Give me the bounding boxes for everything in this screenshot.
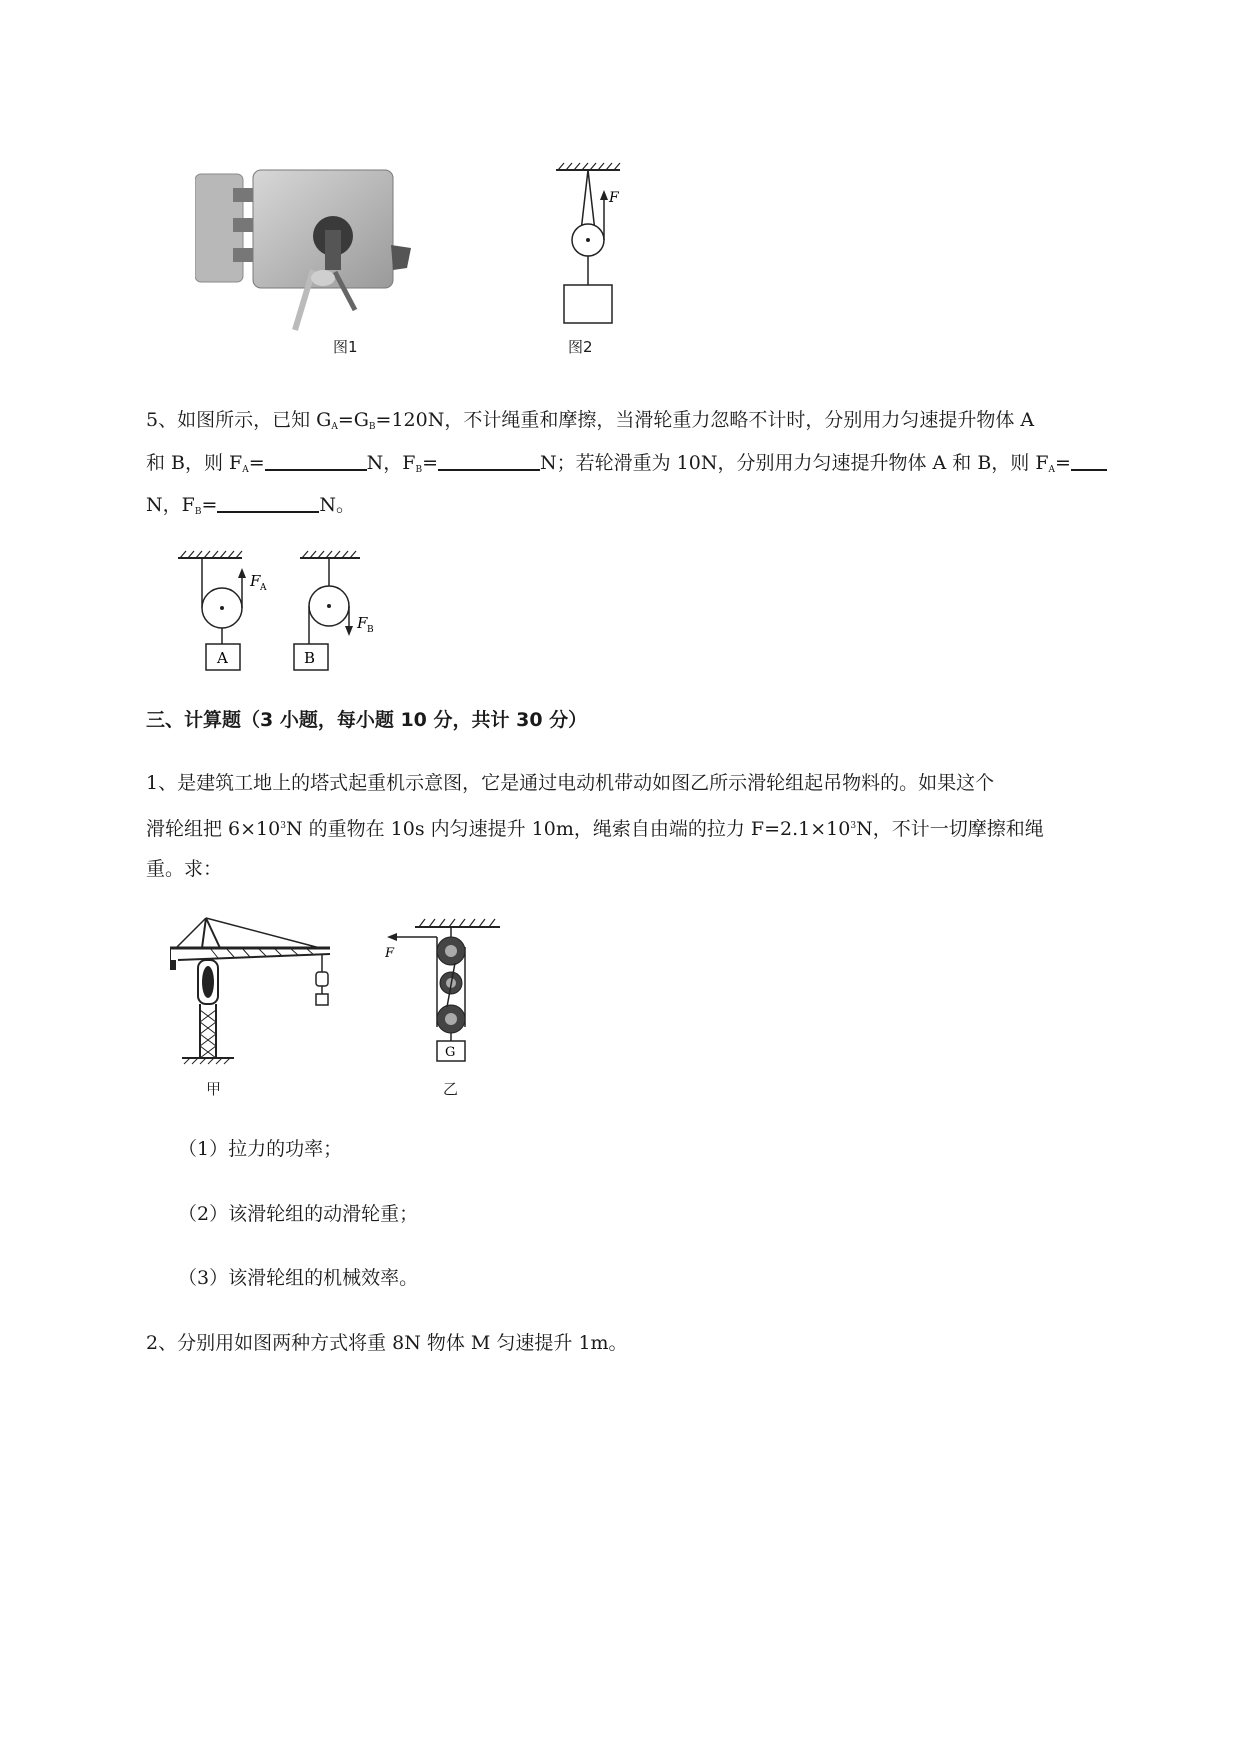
figure-1-lock <box>195 160 435 340</box>
question-5-line-3: N，$F_B= N$。 <box>146 494 355 517</box>
tower-crane-figure <box>170 910 340 1070</box>
figure-yi-caption: 乙 <box>443 1080 459 1098</box>
question-1-part-3: （3）该滑轮组的机械效率。 <box>178 1267 419 1289</box>
question-1-part-1: （1）拉力的功率； <box>178 1138 343 1160</box>
question-2-text: 2、分别用如图两种方式将重 8N 物体 M 匀速提升 1m。 <box>146 1332 628 1354</box>
pulley-force-label: F <box>385 946 395 961</box>
figure-1-caption: 图1 <box>333 338 358 356</box>
question-1-line-3: 重。求： <box>146 858 223 880</box>
answer-blank-fa-2[interactable] <box>1071 451 1107 471</box>
figure-2-force-label: F <box>609 190 619 206</box>
question-5-line-1: 5、如图所示，已知 $G_A=G_B=120N$，不计绳重和摩擦，当滑轮重力忽略不计时，分别用力匀速提升物体 A <box>146 409 1035 432</box>
force-b-label: F <box>357 614 368 632</box>
tower-crane-diagram <box>170 910 340 1070</box>
figure-jia-caption: 甲 <box>206 1080 222 1098</box>
lock-image <box>195 160 435 340</box>
pulley-block-diagram <box>385 915 505 1075</box>
svg-text:B: B <box>367 625 374 635</box>
force-a-label: F <box>250 572 261 590</box>
pulley-ab-diagram <box>170 548 400 678</box>
block-b-label: B <box>304 649 316 667</box>
question-1-part-2: （2）该滑轮组的动滑轮重； <box>178 1203 419 1225</box>
question-1-line-2: 滑轮组把 $6\times 10^3N$ 的重物在 10s 内匀速提升 10m，绳索自由端的拉力 $F=2.1\times 10^3N$，不计一切摩擦和绳 <box>146 818 1044 840</box>
answer-blank-fb-2[interactable] <box>217 493 319 513</box>
answer-blank-fa-1[interactable] <box>265 451 367 471</box>
block-a-label: A <box>217 649 228 667</box>
fixed-pulley-diagram <box>550 160 650 330</box>
svg-text:A: A <box>260 583 267 593</box>
answer-blank-fb-1[interactable] <box>438 451 540 471</box>
figure-2-caption: 图2 <box>568 338 593 356</box>
question-5-line-2: 和 B，则 $F_A= N$，$F_B= N$；若轮滑重为 10N，分别用力匀速提升物体 A 和 B，则 $F_A=$ <box>146 449 1107 484</box>
weight-g-label: G <box>445 1045 456 1060</box>
section-3-heading: 三、计算题（3 小题，每小题 10 分，共计 30 分） <box>146 709 588 731</box>
question-5-pulley-diagram <box>170 548 400 678</box>
question-1-line-1: 1、是建筑工地上的塔式起重机示意图，它是通过电动机带动如图乙所示滑轮组起吊物料的。如果这个 <box>146 772 995 794</box>
figure-2-fixed-pulley <box>550 160 650 330</box>
pulley-block-figure <box>385 915 505 1075</box>
